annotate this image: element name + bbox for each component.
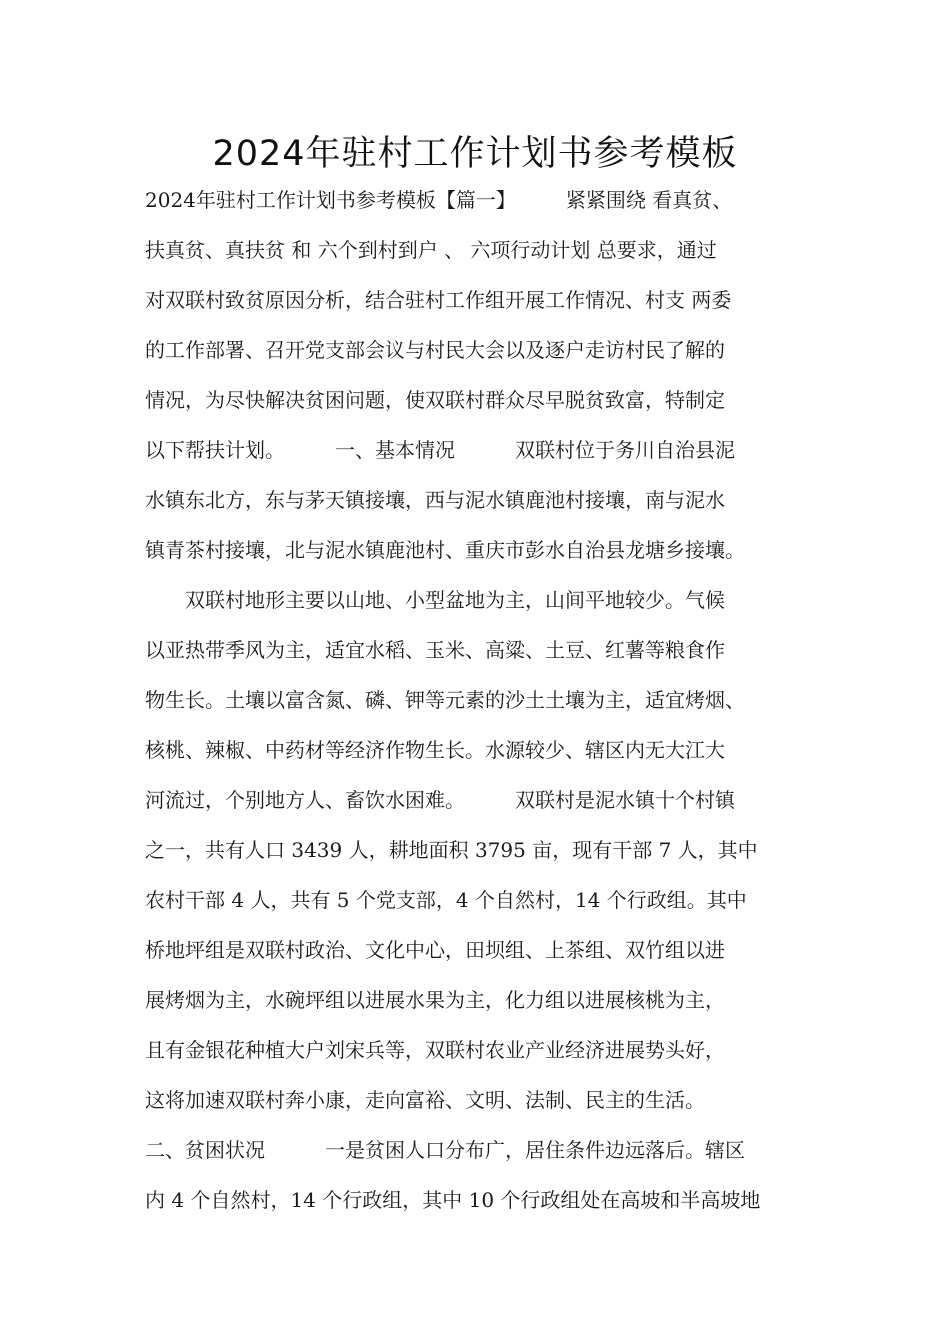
body-line: 物生长。土壤以富含氮、磷、钾等元素的沙土土壤为主，适宜烤烟、 — [145, 688, 745, 712]
body-line: 之一，共有人口 3439 人，耕地面积 3795 亩，现有干部 7 人，其中 — [145, 838, 758, 862]
body-line: 河流过，个别地方人、畜饮水困难。 双联村是泥水镇十个村镇 — [145, 788, 735, 812]
document-title: 2024年驻村工作计划书参考模板 — [212, 134, 738, 174]
body-line: 二、贫困状况 一是贫困人口分布广，居住条件边远落后。辖区 — [145, 1138, 745, 1162]
body-line: 水镇东北方，东与茅天镇接壤，西与泥水镇鹿池村接壤，南与泥水 — [145, 488, 725, 512]
body-line: 镇青茶村接壤，北与泥水镇鹿池村、重庆市彭水自治县龙塘乡接壤。 — [145, 538, 745, 562]
body-line: 的工作部署、召开党支部会议与村民大会以及逐户走访村民了解的 — [145, 338, 725, 362]
body-line: 双联村地形主要以山地、小型盆地为主，山间平地较少。气候 — [145, 588, 725, 612]
body-line: 这将加速双联村奔小康，走向富裕、文明、法制、民主的生活。 — [145, 1088, 705, 1112]
body-line: 2024年驻村工作计划书参考模板【篇一】 紧紧围绕 看真贫、 — [145, 188, 733, 212]
body-line: 桥地坪组是双联村政治、文化中心，田坝组、上茶组、双竹组以进 — [145, 938, 725, 962]
body-line: 农村干部 4 人，共有 5 个党支部，4 个自然村，14 个行政组。其中 — [145, 888, 747, 912]
body-line: 以下帮扶计划。 一、基本情况 双联村位于务川自治县泥 — [145, 438, 735, 462]
body-line: 核桃、辣椒、中药材等经济作物生长。水源较少、辖区内无大江大 — [145, 738, 725, 762]
body-line: 情况，为尽快解决贫困问题，使双联村群众尽早脱贫致富，特制定 — [145, 388, 725, 412]
body-line: 以亚热带季风为主，适宜水稻、玉米、高粱、土豆、红薯等粮食作 — [145, 638, 725, 662]
body-line: 扶真贫、真扶贫 和 六个到村到户 、 六项行动计划 总要求，通过 — [145, 238, 717, 262]
body-line: 对双联村致贫原因分析，结合驻村工作组开展工作情况、村支 两委 — [145, 288, 732, 312]
body-line: 且有金银花种植大户刘宋兵等，双联村农业产业经济进展势头好， — [145, 1038, 725, 1062]
body-line: 展烤烟为主，水碗坪组以进展水果为主，化力组以进展核桃为主， — [145, 988, 725, 1012]
body-line: 内 4 个自然村，14 个行政组，其中 10 个行政组处在高坡和半高坡地 — [145, 1188, 761, 1212]
